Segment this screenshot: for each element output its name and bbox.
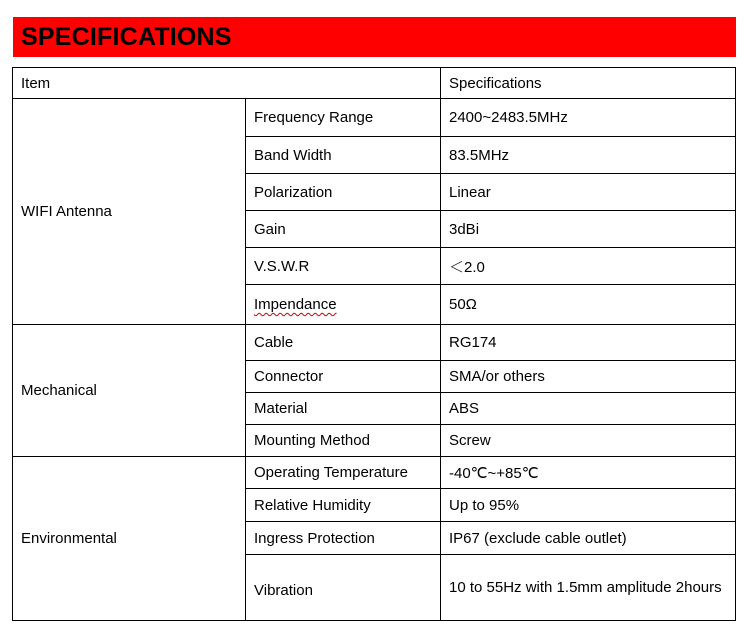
header-item: Item (13, 68, 441, 99)
value-cell: ＜2.0 (441, 248, 736, 285)
param-cell (246, 285, 441, 325)
category-mechanical: Mechanical (13, 325, 246, 457)
value-cell: Screw (441, 425, 736, 457)
value-cell: Linear (441, 174, 736, 211)
table-row (13, 99, 736, 137)
value-cell: -40℃~+85℃ (441, 457, 736, 489)
value-cell: 83.5MHz (441, 137, 736, 174)
param-cell: Frequency Range (246, 99, 441, 137)
param-cell: Polarization (246, 174, 441, 211)
category-environmental: Environmental (13, 457, 246, 621)
table-row (13, 457, 736, 489)
value-cell: SMA/or others (441, 361, 736, 393)
param-text: Impendance (254, 296, 337, 313)
param-cell: Material (246, 393, 441, 425)
specifications-table (12, 67, 736, 621)
value-cell: 3dBi (441, 211, 736, 248)
table-header-row (13, 68, 736, 99)
header-specifications: Specifications (441, 68, 736, 99)
param-cell: V.S.W.R (246, 248, 441, 285)
value-cell: Up to 95% (441, 489, 736, 522)
table-row (13, 325, 736, 361)
param-cell: Connector (246, 361, 441, 393)
param-cell: Cable (246, 325, 441, 361)
value-cell: 50Ω (441, 285, 736, 325)
param-cell: Operating Temperature (246, 457, 441, 489)
value-cell: ABS (441, 393, 736, 425)
param-cell: Mounting Method (246, 425, 441, 457)
param-cell: Gain (246, 211, 441, 248)
param-cell: Relative Humidity (246, 489, 441, 522)
value-cell: 2400~2483.5MHz (441, 99, 736, 137)
value-cell: IP67 (exclude cable outlet) (441, 522, 736, 555)
value-cell: RG174 (441, 325, 736, 361)
title-banner (13, 17, 736, 57)
category-wifi-antenna: WIFI Antenna (13, 99, 246, 325)
param-cell: Ingress Protection (246, 522, 441, 555)
page-title: SPECIFICATIONS (21, 23, 232, 51)
param-cell: Band Width (246, 137, 441, 174)
param-cell: Vibration (246, 555, 441, 621)
value-cell: 10 to 55Hz with 1.5mm amplitude 2hours (441, 555, 736, 621)
